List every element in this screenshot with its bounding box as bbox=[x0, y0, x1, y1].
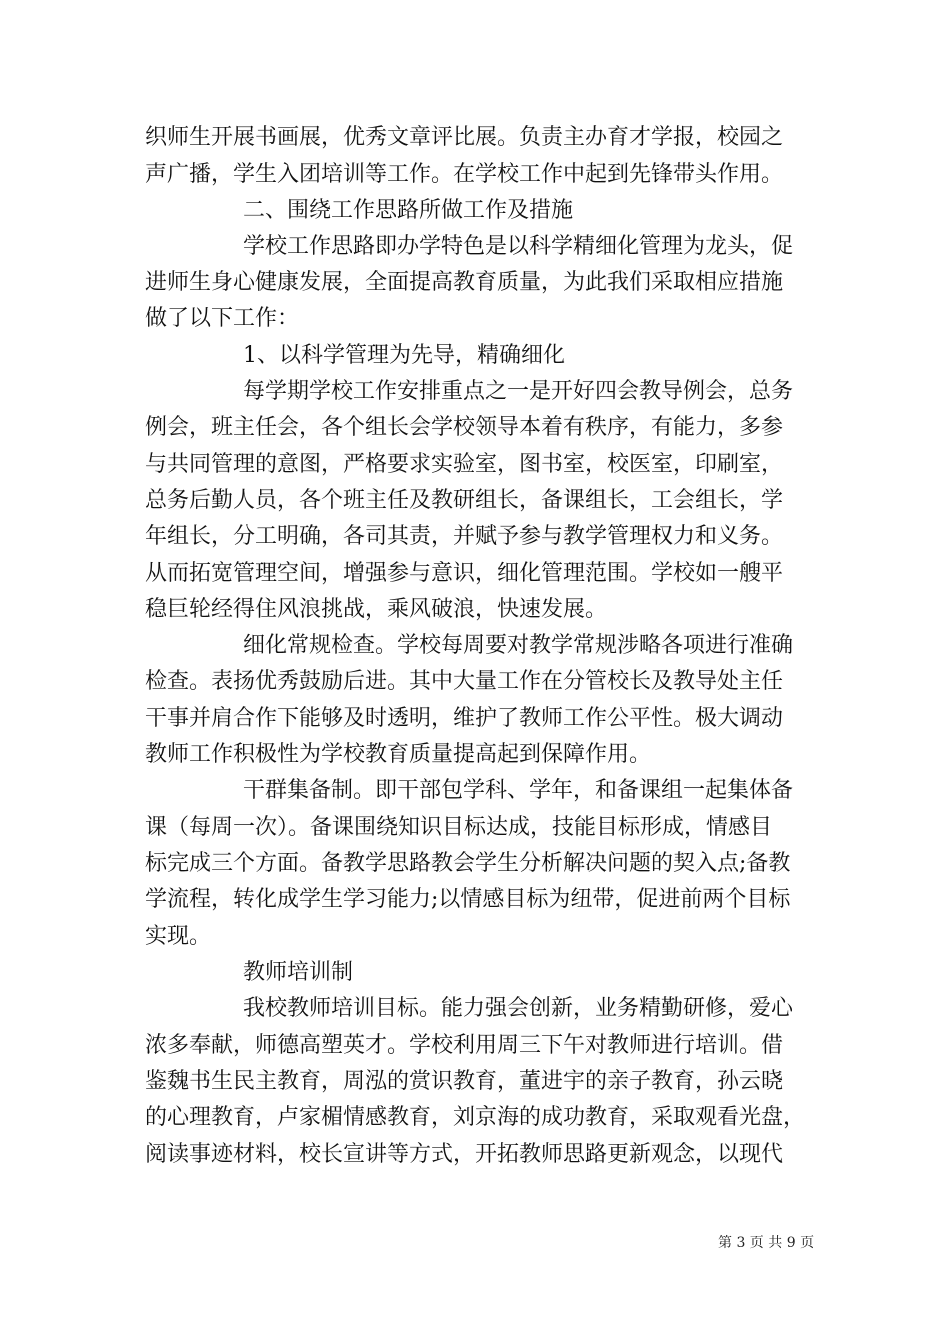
subsection-heading: 1、以科学管理为先导，精确细化 bbox=[243, 343, 565, 368]
text-line: 例会，班主任会，各个组长会学校领导本着有秩序，有能力，多参 bbox=[145, 415, 784, 440]
text-line: 声广播，学生入团培训等工作。在学校工作中起到先锋带头作用。 bbox=[145, 162, 784, 187]
text-line: 实现。 bbox=[145, 924, 212, 949]
text-line: 从而拓宽管理空间，增强参与意识，细化管理范围。学校如一艘平 bbox=[145, 561, 784, 586]
text-line: 与共同管理的意图，严格要求实验室，图书室，校医室，印刷室， bbox=[145, 452, 784, 477]
text-line: 鉴魏书生民主教育，周泓的赏识教育，董进宇的亲子教育，孙云晓 bbox=[145, 1069, 784, 1094]
text-line: 教师工作积极性为学校教育质量提高起到保障作用。 bbox=[145, 742, 652, 767]
text-line: 总务后勤人员，各个班主任及教研组长，备课组长，工会组长，学 bbox=[145, 488, 784, 513]
text-line: 课（每周一次）。备课围绕知识目标达成，技能目标形成，情感目 bbox=[145, 815, 773, 840]
text-line: 稳巨轮经得住风浪挑战，乘风破浪，快速发展。 bbox=[145, 597, 608, 622]
text-line: 检查。表扬优秀鼓励后进。其中大量工作在分管校长及教导处主任 bbox=[145, 669, 784, 694]
text-line: 标完成三个方面。备教学思路教会学生分析解决问题的契入点;备教 bbox=[145, 851, 791, 876]
text-line: 的心理教育，卢家楣情感教育，刘京海的成功教育，采取观看光盘， bbox=[145, 1105, 806, 1130]
page-number-footer: 第 3 页 共 9 页 bbox=[718, 1235, 815, 1251]
text-line: 浓多奉献，师德高塑英才。学校利用周三下午对教师进行培训。借 bbox=[145, 1033, 784, 1058]
text-line: 阅读事迹材料，校长宣讲等方式，开拓教师思路更新观念，以现代 bbox=[145, 1142, 784, 1167]
section-heading: 二、围绕工作思路所做工作及措施 bbox=[243, 198, 574, 223]
paragraph-first-line: 学校工作思路即办学特色是以科学精细化管理为龙头，促 bbox=[243, 234, 794, 259]
text-line: 干事并肩合作下能够及时透明，维护了教师工作公平性。极大调动 bbox=[145, 706, 784, 731]
paragraph-first-line: 我校教师培训目标。能力强会创新，业务精勤研修，爱心 bbox=[243, 996, 794, 1021]
subsection-heading: 教师培训制 bbox=[243, 960, 354, 985]
paragraph-first-line: 每学期学校工作安排重点之一是开好四会教导例会，总务 bbox=[243, 379, 794, 404]
text-line: 进师生身心健康发展，全面提高教育质量，为此我们采取相应措施 bbox=[145, 270, 784, 295]
text-line: 年组长，分工明确，各司其责，并赋予参与教学管理权力和义务。 bbox=[145, 524, 784, 549]
paragraph-first-line: 细化常规检查。学校每周要对教学常规涉略各项进行准确 bbox=[243, 633, 794, 658]
text-line: 学流程，转化成学生学习能力;以情感目标为纽带，促进前两个目标 bbox=[145, 887, 791, 912]
text-line: 做了以下工作： bbox=[145, 306, 300, 331]
paragraph-first-line: 干群集备制。即干部包学科、学年，和备课组一起集体备 bbox=[243, 778, 794, 803]
text-line: 织师生开展书画展，优秀文章评比展。负责主办育才学报，校园之 bbox=[145, 125, 784, 150]
